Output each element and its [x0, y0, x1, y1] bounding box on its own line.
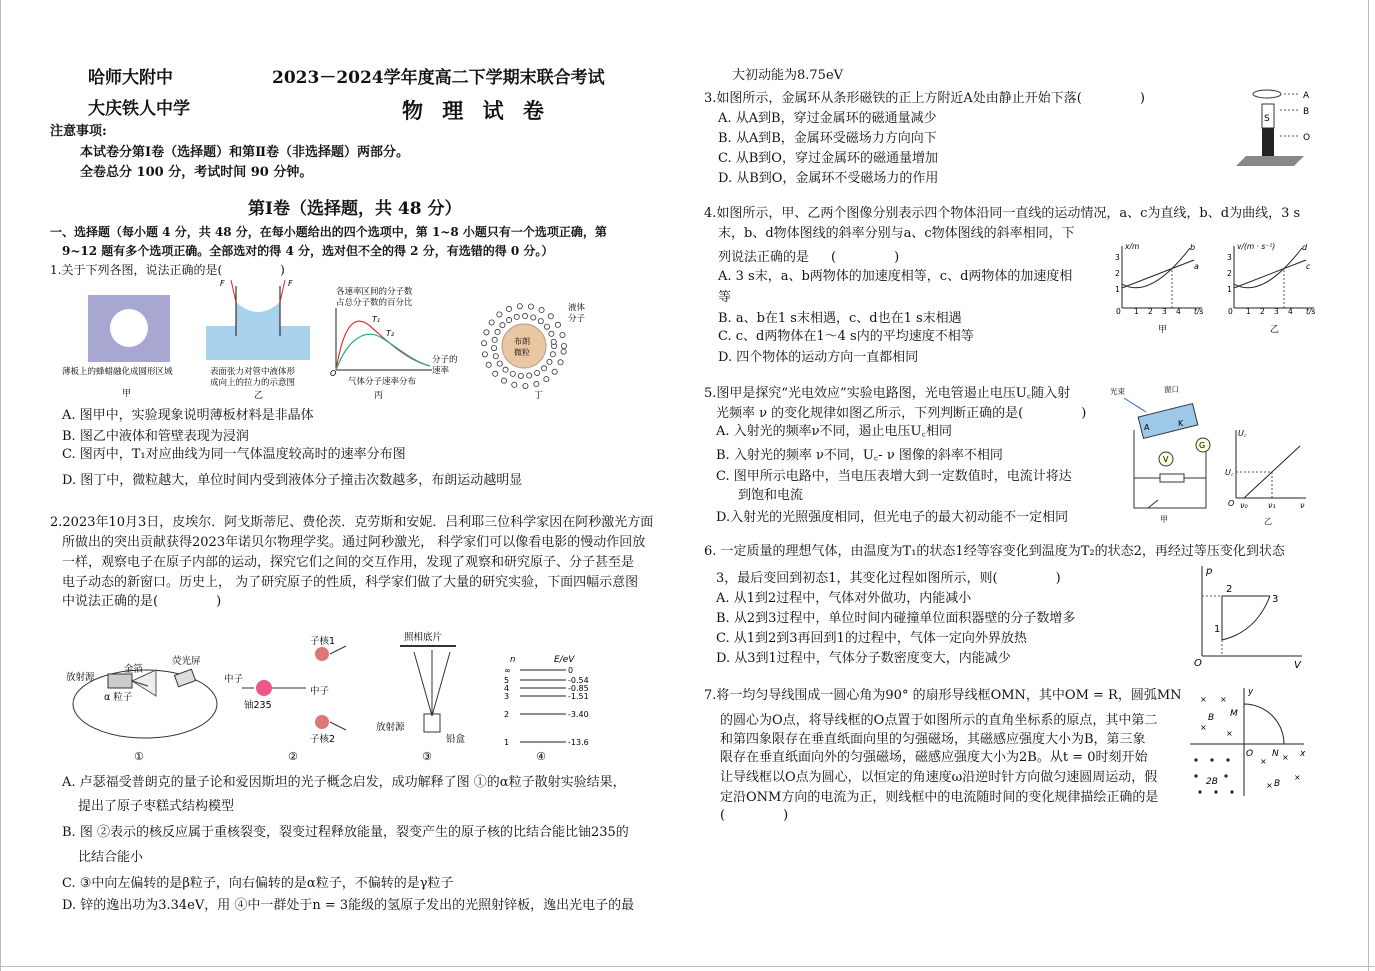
graph-jia-ylabel: x/m	[1125, 242, 1140, 251]
liquid-molecule	[486, 362, 491, 367]
lead-box	[424, 714, 440, 732]
q2-figure-2	[222, 632, 362, 766]
q7-field-figure	[1186, 684, 1314, 800]
liquid-molecule	[493, 371, 498, 376]
page-right-edge	[1368, 0, 1369, 971]
fig2-u235-label: 铀235	[244, 700, 272, 711]
screen	[174, 669, 195, 686]
energy-level-value: -0.85	[568, 684, 589, 693]
q3-label-o: O	[1303, 133, 1311, 143]
q3-label-b: B	[1303, 107, 1310, 117]
liquid-molecule	[527, 373, 532, 378]
fig-ding-molecule-1: 液体	[568, 303, 586, 313]
subject-title: 物 理 试 卷	[402, 98, 550, 123]
photo-tube	[1138, 404, 1198, 439]
page-left-edge	[0, 0, 1, 971]
q3-stem: 3.如图所示，金属环从条形磁铁的正上方附近A处由静止开始下落( )	[704, 91, 1145, 106]
field-in-mark: ×	[1226, 729, 1233, 738]
fig1-number: ①	[134, 750, 144, 763]
curve-b	[1122, 248, 1190, 288]
pv-origin: O	[1194, 658, 1202, 669]
q7-2b-label: 2B	[1206, 777, 1218, 787]
graph-yi-ytick-3: 3	[1227, 253, 1232, 262]
q5-option-b: B. 入射光的频率 ν不同，U꜀- ν 图像的斜率不相同	[716, 448, 1003, 463]
q4-graph-jia	[1110, 240, 1210, 336]
daughter-nucleus-2	[315, 715, 329, 729]
q7-line-6: 定沿ONM方向的电流为正，则线框中的电流随时间的变化规律描绘正确的是	[720, 790, 1159, 805]
line-a	[1122, 260, 1194, 288]
q2-option-d-1: D. 锌的逸出功为3.34eV，用 ④中一群处于n = 3能级的氢原子发出的光照射锌板，逸出光电子的最	[62, 898, 635, 913]
q7-line-2: 的圆心为O点，将导线框的O点置于如图所示的直角坐标系的原点，其中第二	[720, 713, 1158, 728]
liquid-molecule	[506, 317, 511, 322]
q3-option-c: C. 从B到O，穿过金属环的磁通量增加	[718, 151, 938, 166]
notice-heading: 注意事项:	[50, 124, 107, 139]
section-instructions-1: 一、选择题（每小题 4 分，共 48 分，在每小题给出的四个选项中，第 1~8 小题只有一个选项正确，第	[50, 225, 607, 239]
fig1-foil-label: 金箔	[124, 664, 144, 675]
liquid-molecule	[522, 313, 527, 318]
q7-m-label: M	[1230, 709, 1238, 719]
liquid-molecule	[484, 330, 489, 335]
energy-level-value: -0.54	[568, 676, 589, 685]
graph-yi-xtick-1: 1	[1246, 307, 1251, 316]
q5-option-d: D.入射光的光照强度相同，但光电子的最大初动能不一定相同	[716, 510, 1069, 525]
fig2-number: ②	[288, 750, 298, 763]
liquid-molecule	[523, 383, 528, 388]
graph-jia-xtick-4: 4	[1176, 307, 1181, 316]
liquid-molecule	[510, 371, 515, 376]
q1-figure-jia	[60, 290, 200, 400]
school-name-1: 哈师大附中	[88, 68, 173, 88]
q4-line-1: 4.如图所示，甲、乙两个图像分别表示四个物体沿同一直线的运动情况，a、c为直线，b、d为曲线，3 s	[704, 206, 1301, 221]
field-in-mark: ×	[1200, 723, 1207, 732]
pv-state-1: 1	[1214, 624, 1221, 635]
fig-bing-xlabel-2: 速率	[432, 366, 450, 376]
ray-paths	[414, 650, 450, 716]
energy-level-n: 3	[504, 692, 510, 701]
q3-option-a: A. 从A到B，穿过金属环的磁通量减少	[718, 111, 937, 126]
q2-line-1: 2.2023年10月3日，皮埃尔．阿戈斯蒂尼、费伦茨．克劳斯和安妮．吕利耶三位科学家因在阿秒激光方面	[50, 515, 654, 530]
q6-pv-figure	[1190, 562, 1310, 672]
line-c	[1234, 260, 1306, 288]
force-arrow-left	[231, 280, 236, 302]
liquid-molecule	[495, 329, 500, 334]
fig-jia-label: 甲	[122, 389, 132, 399]
fig2-neutron-label: 中子	[224, 674, 244, 685]
fig3-source-label: 放射源	[376, 722, 405, 733]
energy-level-n: ∞	[504, 666, 511, 675]
fig1-source-label: 放射源	[66, 672, 95, 683]
nu0-label: ν₀	[1240, 501, 1248, 510]
q1-option-a: A. 图甲中，实验现象说明薄板材料是非晶体	[62, 408, 314, 423]
q4-option-d: D. 四个物体的运动方向一直都相同	[718, 350, 919, 365]
q2-line-5: 中说法正确的是( )	[62, 594, 222, 609]
energy-level-value: -1.51	[568, 692, 589, 701]
field-out-mark	[1194, 758, 1197, 761]
label-T2: T₂	[386, 329, 395, 338]
force-label-right: F	[288, 279, 293, 288]
liquid-molecule	[555, 322, 560, 327]
field-out-mark	[1214, 790, 1217, 793]
liquid-molecule	[531, 315, 536, 320]
q6-line-1: 6. 一定质量的理想气体，由温度为T₁的状态1经等容变化到温度为T₂的状态2，再经过等压变化到状态	[704, 544, 1285, 559]
base-plate	[1236, 156, 1304, 166]
field-out-mark	[1198, 790, 1201, 793]
q4-option-a-1: A. 3 s末，a、b两物体的加速度相等，c、d两物体的加速度相	[718, 269, 1073, 284]
q2-option-c: C. ③中向左偏转的是β粒子，向右偏转的是α粒子，不偏转的是γ粒子	[62, 876, 454, 891]
field-in-mark: ×	[1294, 773, 1301, 782]
q5-option-a: A. 入射光的频率ν不同，遏止电压U꜀相同	[716, 424, 953, 439]
liquid-molecule	[541, 366, 546, 371]
graph-jia-xlabel: t/s	[1194, 307, 1204, 316]
fig3-box-label: 铅盒	[446, 734, 466, 745]
graph-yi-xtick-4: 4	[1288, 307, 1293, 316]
liquid-molecule	[512, 382, 517, 387]
q6-option-b: B. 从2到3过程中，单位时间内碰撞单位面积器壁的分子数增多	[716, 611, 1076, 626]
field-in-mark: ×	[1220, 695, 1227, 704]
fig4-number: ④	[536, 750, 546, 763]
energy-level-value: -3.40	[568, 710, 589, 719]
circuit-wire-outer	[1134, 430, 1206, 508]
graph-yi-ylabel: v/(m · s⁻¹)	[1237, 242, 1276, 251]
q2-option-a-2: 提出了原子枣糕式结构模型	[78, 799, 235, 814]
fig-bing-label: 丙	[374, 391, 384, 400]
light-beam	[1124, 398, 1146, 412]
liquid-molecule	[514, 314, 519, 319]
q1-figure-ding	[474, 296, 598, 400]
uc-ylabel: U꜀	[1238, 429, 1247, 438]
fig-ding-particle-1: 布朗	[514, 337, 530, 346]
brownian-particle	[502, 324, 546, 368]
fig-jia-caption: 薄板上的蜂蜡融化成圆形区域	[62, 367, 173, 377]
sector-frame	[1244, 704, 1284, 744]
label-b: b	[1190, 243, 1196, 252]
q7-b-label-q4: B	[1274, 779, 1281, 789]
q2-option-b-1: B. 图 ②表示的核反应属于重核裂变，裂变过程释放能量，裂变产生的原子核的比结合能比铀235的	[62, 825, 629, 840]
curve-d	[1234, 248, 1302, 288]
fig-bing-ylabel-2: 占总分子数的百分比	[336, 298, 413, 308]
voltmeter-label: V	[1163, 455, 1169, 464]
fig-yi-caption-2: 成向上的拉力的示意图	[210, 378, 296, 388]
daughter-nucleus-1	[315, 647, 329, 661]
fig3-film-label: 照相底片	[404, 632, 443, 643]
liquid-molecule	[535, 370, 540, 375]
q5-line-2: 光频率 ν 的变化规律如图乙所示，下列判断正确的是( )	[716, 406, 1087, 421]
source-box	[108, 674, 132, 688]
liquid-molecule	[544, 377, 549, 382]
graph-yi-label: 乙	[1270, 325, 1280, 335]
notice-line-1: 本试卷分第Ⅰ卷（选择题）和第Ⅱ卷（非选择题）两部分。	[80, 145, 410, 160]
graph-jia-ytick-2: 2	[1115, 269, 1120, 278]
q5-option-c-1: C. 图甲所示电路中，当电压表增大到一定数值时，电流计将达	[716, 469, 1072, 484]
q5-circuit-figure	[1110, 382, 1216, 526]
q7-line-4: 限存在垂直纸面向外的匀强磁场，磁感应强度大小为2B。从t = 0时刻开始	[720, 750, 1148, 765]
fig-bing-origin: O	[330, 369, 337, 378]
q1-stem: 1.关于下列各图，说法正确的是( )	[50, 263, 285, 277]
graph-yi-ytick-2: 2	[1227, 269, 1232, 278]
q2-line-2: 所做出的突出贡献获得2023年诺贝尔物理学奖。通过阿秒激光， 科学家们可以像看电影的慢动作回放	[62, 535, 646, 550]
q4-line-3: 列说法正确的是 ( )	[718, 250, 900, 265]
uc1-label: U꜀	[1225, 468, 1234, 477]
circuit-light-label: 光束	[1110, 387, 1125, 396]
q3-option-d: D. 从B到O，金属环不受磁场力的作用	[718, 171, 939, 186]
fig-ding-particle-2: 微粒	[514, 348, 530, 357]
q6-option-c: C. 从1到2到3再回到1的过程中，气体一定向外界放热	[716, 631, 1027, 646]
energy-levels	[504, 666, 589, 747]
q7-b-label-q2: B	[1208, 713, 1215, 723]
q6-option-d: D. 从3到1过程中，气体分子数密度变大，内能减少	[716, 651, 1011, 666]
q2-figure-1	[60, 650, 230, 766]
fig-ding-molecule-2: 分子	[568, 314, 586, 324]
q1-figure-bing	[326, 282, 466, 400]
energy-level-value: 0	[568, 666, 574, 675]
pv-state-2: 2	[1226, 584, 1233, 595]
circuit-window-label: 窗口	[1164, 385, 1179, 394]
fig3-number: ③	[422, 750, 432, 763]
liquid-molecule	[518, 373, 523, 378]
q7-line-1: 7.将一均匀导线围成一圆心角为90° 的扇形导线框OMN，其中OM = R，圆弧MN	[704, 688, 1182, 703]
q7-x-label: x	[1300, 749, 1306, 759]
circuit-anode-label: A	[1144, 423, 1150, 432]
circuit-cathode-label: K	[1178, 419, 1184, 428]
graph-jia-label: 甲	[1158, 325, 1168, 335]
liquid-molecule	[493, 354, 498, 359]
graph-jia-ytick-1: 1	[1115, 285, 1120, 294]
liquid-molecule	[547, 359, 552, 364]
liquid-molecule	[497, 361, 502, 366]
liquid-molecule	[482, 352, 487, 357]
label-T1: T₁	[372, 315, 381, 324]
field-in-mark: ×	[1200, 695, 1207, 704]
fig1-screen-label: 荧光屏	[172, 656, 201, 667]
field-out-mark	[1226, 758, 1229, 761]
label-a: a	[1194, 262, 1199, 271]
q2-line-3: 一样，观察电子在原子内部的运动，探究它们之间的交互作用，发现了观察和研究原子、分子甚至是	[62, 555, 635, 570]
liquid-molecule	[534, 381, 539, 386]
liquid-molecule	[481, 341, 486, 346]
pv-curve-3-1	[1222, 596, 1270, 640]
curve-T2	[336, 334, 430, 370]
fig4-n-label: n	[510, 655, 516, 665]
energy-level-value: -13.6	[568, 738, 589, 747]
graph-jia-xtick-2: 2	[1148, 307, 1153, 316]
q2-option-b-2: 比结合能小	[78, 850, 144, 865]
q4-line-2: 末，b、d物体图线的斜率分别与a、c物体图线的斜率相同，下	[718, 226, 1075, 241]
pv-path-1-2-3	[1222, 596, 1270, 640]
q2-figure-3	[374, 630, 484, 766]
fig1-alpha-label: α 粒子	[104, 692, 133, 703]
graph-yi-xtick-2: 2	[1260, 307, 1265, 316]
graph-yi-origin: 0	[1228, 307, 1233, 316]
liquid-molecule	[491, 345, 496, 350]
uranium-nucleus	[256, 680, 272, 696]
field-out-mark	[1210, 758, 1213, 761]
liquid-molecule	[552, 369, 557, 374]
rheostat	[1160, 474, 1184, 482]
liquid-molecule	[517, 304, 522, 309]
q7-line-3: 和第四象限存在垂直纸面向里的匀强磁场，其磁感应强度大小为B，第三象	[720, 732, 1146, 747]
liquid-molecule	[492, 337, 497, 342]
q2-option-a-1: A. 卢瑟福受普朗克的量子论和爱因斯坦的光子概念启发，成功解释了图 ①的α粒子散射实验结果，	[62, 775, 626, 790]
label-c: c	[1306, 262, 1311, 271]
galvanometer-label: G	[1199, 441, 1206, 450]
liquid-molecule	[528, 304, 533, 309]
liquid-molecule	[497, 312, 502, 317]
fission-path-1	[330, 646, 346, 654]
liquid-molecule	[560, 332, 565, 337]
pv-v-label: V	[1294, 660, 1301, 671]
q1-option-c: C. 图丙中，T₁对应曲线为同一气体温度较高时的速率分布图	[62, 447, 406, 462]
liquid-molecule	[539, 307, 544, 312]
q7-y-label: y	[1248, 687, 1254, 697]
q3-label-s: S	[1264, 114, 1270, 124]
field-out-mark	[1224, 774, 1227, 777]
energy-level-n: 2	[504, 710, 510, 719]
field-in-mark: ×	[1266, 781, 1273, 790]
liquid-molecule	[501, 378, 506, 383]
fig-ding-label: 丁	[534, 391, 544, 400]
circuit-jia-label: 甲	[1160, 515, 1168, 524]
field-in-mark: ×	[1282, 753, 1289, 762]
q4-option-c: C. c、d两物体在1～4 s内的平均速度不相等	[718, 329, 974, 344]
page-bottom-edge	[0, 966, 1375, 967]
graph-yi-xlabel: t/s	[1306, 307, 1316, 316]
liquid-molecule	[561, 349, 566, 354]
q4-option-a-2: 等	[718, 290, 732, 305]
liquid-molecule	[506, 306, 511, 311]
section-instructions-2: 9~12 题有多个选项正确。全部选对的得 4 分，选对但不全的得 2 分，有选错的得 0 分。）	[62, 244, 554, 258]
liquid-molecule	[503, 367, 508, 372]
force-label-left: F	[220, 279, 225, 288]
q3-label-a: A	[1303, 91, 1310, 101]
graph-jia-xtick-3: 3	[1162, 307, 1167, 316]
fig-yi-label: 乙	[254, 391, 264, 400]
fig-yi-caption-1: 表面张力对管中液体形	[210, 367, 296, 377]
liquid-molecule	[544, 324, 549, 329]
graph-yi-xtick-3: 3	[1274, 307, 1279, 316]
notice-line-2: 全卷总分 100 分，考试时间 90 分钟。	[80, 165, 313, 180]
energy-level-n: 1	[504, 738, 510, 747]
nu1-label: ν₁	[1268, 501, 1276, 510]
energy-level-n: 4	[504, 684, 510, 693]
q3-figure	[1230, 86, 1316, 172]
fig2-neutron-out-label: 中子	[310, 686, 330, 697]
liquid-molecule	[549, 331, 554, 336]
q1-option-d: D. 图丁中，微粒越大，单位时间内受到液体分子撞击次数越多，布朗运动越明显	[62, 473, 523, 488]
uc-graph-yi-label: 乙	[1264, 517, 1272, 526]
pv-state-3: 3	[1272, 594, 1279, 605]
q7-line-7: ( )	[720, 808, 789, 823]
fig-bing-caption: 气体分子速率分布	[348, 377, 417, 387]
nu-xlabel: ν	[1300, 501, 1305, 510]
q6-option-a: A. 从1到2过程中，气体对外做功，内能减小	[716, 591, 972, 606]
fig2-daughter-2-label: 子核2	[310, 734, 336, 745]
switch	[1148, 500, 1158, 508]
field-in-mark: ×	[1260, 757, 1267, 766]
pv-p-label: p	[1206, 566, 1213, 577]
q2-figure-4	[496, 650, 608, 766]
q5-uc-graph	[1224, 426, 1312, 526]
q2-line-4: 电子动态的新窗口。历史上， 为了研究原子的性质，科学家们做了大量的研究实验，下面四幅示意图	[62, 575, 639, 590]
q2-option-d-2: 大初动能为8.75eV	[732, 68, 844, 83]
school-name-2: 大庆铁人中学	[88, 99, 190, 119]
q3-option-b: B. 从A到B，金属环受磁场力方向向下	[718, 131, 937, 146]
graph-jia-ytick-3: 3	[1115, 253, 1120, 262]
liquid-molecule	[550, 352, 555, 357]
liquid-molecule	[558, 360, 563, 365]
exam-title: 2023－2024学年度高二下学期末联合考试	[272, 68, 605, 88]
fig2-daughter-1-label: 子核1	[310, 636, 336, 647]
graph-yi-ytick-1: 1	[1227, 285, 1232, 294]
graph-jia-origin: 0	[1116, 307, 1121, 316]
liquid-molecule	[538, 319, 543, 324]
q7-line-5: 让导线框以O点为圆心，以恒定的角速度ω沿逆时针方向做匀速圆周运动，假	[720, 770, 1158, 785]
q5-option-c-2: 到饱和电流	[738, 488, 804, 503]
label-d: d	[1302, 243, 1308, 252]
liquid-molecule	[489, 320, 494, 325]
liquid-molecule	[548, 314, 553, 319]
q7-n-label: N	[1272, 749, 1279, 759]
uc-origin: O	[1228, 499, 1235, 508]
magnet-n-pole	[1262, 128, 1274, 160]
fig4-energy-label: E/eV	[554, 655, 575, 665]
q1-option-b: B. 图乙中液体和管壁表现为浸润	[62, 429, 249, 444]
melted-circle	[110, 309, 148, 347]
graph-jia-xtick-1: 1	[1134, 307, 1139, 316]
liquid-molecule	[561, 343, 566, 348]
energy-level-n: 5	[504, 676, 510, 685]
q1-figure-yi	[204, 276, 316, 400]
field-out-mark	[1194, 774, 1197, 777]
fission-path-2	[330, 722, 346, 730]
q4-option-b: B. a、b在1 s末相遇，c、d也在1 s末相遇	[718, 311, 962, 326]
liquid-molecule	[500, 323, 505, 328]
liquid-molecule	[551, 339, 556, 344]
q5-line-1: 5.图甲是探究“光电效应”实验电路图，光电管遏止电压U꜀随入射	[704, 386, 1071, 401]
q6-line-2: 3，最后变回到初态1，其变化过程如图所示，则( )	[716, 571, 1061, 586]
fig-bing-ylabel-1: 各速率区间的分子数	[336, 287, 413, 297]
fig-bing-xlabel-1: 分子的	[432, 355, 458, 365]
q4-graph-yi	[1222, 240, 1322, 336]
metal-ring	[1253, 90, 1281, 98]
field-out-mark	[1230, 790, 1233, 793]
q7-o-label: O	[1246, 749, 1254, 759]
section-title: 第Ⅰ卷（选择题，共 48 分）	[248, 199, 462, 219]
force-arrow-right	[280, 280, 285, 302]
